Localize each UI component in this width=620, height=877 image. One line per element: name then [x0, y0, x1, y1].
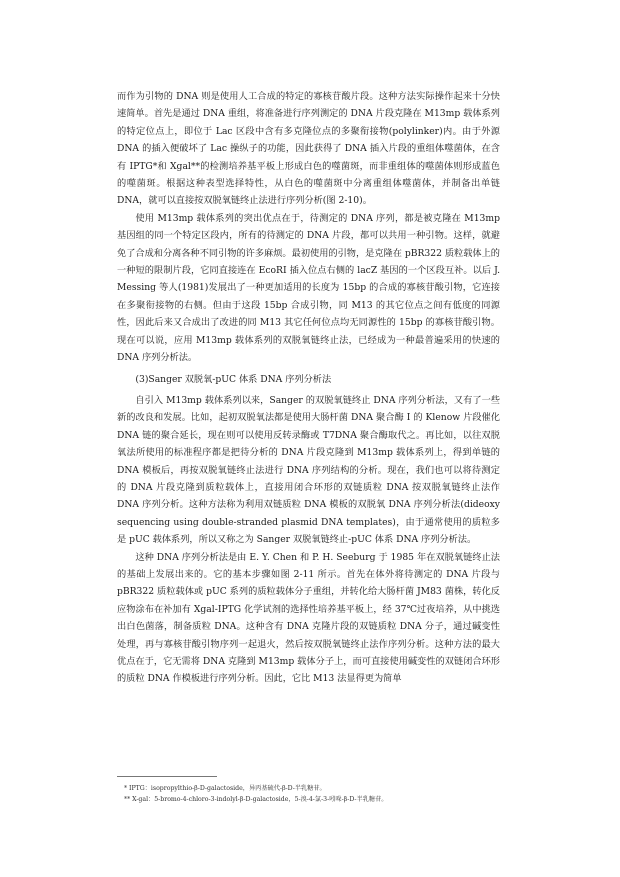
footnote-iptg: * IPTG：isopropylthio-β-D-galactoside，异丙基硫代-β-D-半乳糖苷。: [124, 785, 326, 792]
paragraph-1: 而作为引物的 DNA 则是使用人工合成的特定的寡核苷酸片段。这种方法实际操作起来十分快速简单。首先是通过 DNA 重组，将准备进行序列测定的 DNA 片段克隆在 M13mp 载体系列的特定位点上，即位于 Lac 区段中含有多克隆位点的多聚衔接物(polylinker)内。由于外源 DNA 的插入便破坏了 Lac 操纵子的功能，因此获得了 DNA 插入片段的重组体噬菌体，在含有 IPTG*和 Xgal**的检测培养基平板上形成白色的噬菌斑，而非重组体的噬菌体则形成蓝色的噬菌斑。根据这种表型选择特性，从白色的噬菌斑中分离重组体噬菌体，并制备出单链 DNA，就可以直接按双脱氧链终止法进行序列分析(图 2-10)。: [117, 91, 500, 207]
footnotes: [124, 783, 504, 805]
body-text: [117, 88, 500, 688]
footnote-divider: [117, 776, 217, 777]
section-heading: (3)Sanger 双脱氧-pUC 体系 DNA 序列分析法: [135, 373, 332, 385]
paragraph-4: 这种 DNA 序列分析法是由 E. Y. Chen 和 P. H. Seeburg 于 1985 年在双脱氧链终止法的基础上发展出来的。它的基本步骤如图 2-11 所示。首先在体外将待测定的 DNA 片段与 pBR322 质粒载体或 pUC 系列的质粒载体分子重组，并转化给大肠杆菌 JM83 菌株，转化反应物涂布在补加有 Xgal-IPTG 化学试剂的选择性培养基平板上，经 37℃过夜培养，从中挑选出白色菌落，制备质粒 DNA。这种含有 DNA 克隆片段的双链质粒 DNA 分子，通过碱变性处理，再与寡核苷酸引物序列一起退火，然后按双脱氧链终止法作序列分析。这种方法的最大优点在于，它无需将 DNA 克隆到 M13mp 载体分子上，而可直接使用碱变性的双链闭合环形的质粒 DNA 作模板进行序列分析。因此，它比 M13 法显得更为简单: [117, 551, 500, 685]
footnote-xgal: ** X-gal：5-bromo-4-chloro-3-indolyl-β-D-galactoside，5-溴-4-氯-3-吲哚-β-D-半乳糖苷。: [124, 796, 388, 803]
paragraph-3: 自引入 M13mp 载体系列以来，Sanger 的双脱氧链终止 DNA 序列分析法，又有了一些新的改良和发展。比如，起初双脱氧法都是使用大肠杆菌 DNA 聚合酶 I 的 Klenow 片段催化 DNA 链的聚合延长，现在则可以使用反转录酶或 T7DNA 聚合酶取代之。再比如，以往双脱氧法所使用的标准程序都是把待分析的 DNA 片段克隆到 M13mp 载体系列上，得到单链的 DNA 模板后，再按双脱氧链终止法进行 DNA 序列结构的分析。现在，我们也可以将待测定的 DNA 片段克隆到质粒载体上，直接用闭合环形的双链质粒 DNA 按双脱氧链终止法作 DNA 序列分析。这种方法称为利用双链质粒 DNA 模板的双脱氧 DNA 序列分析法(dideoxy sequencing using double-stranded plasmid DNA templates)，由于通常使用的质粒多是 pUC 载体系列，所以又称之为 Sanger 双脱氧链终止-pUC 体系 DNA 序列分析法。: [117, 394, 500, 546]
paragraph-2: 使用 M13mp 载体系列的突出优点在于，待测定的 DNA 序列，都是被克隆在 M13mp 基因组的同一个特定区段内，所有的待测定的 DNA 片段，都可以共用一种引物。这样，就避免了合成和分离各种不同引物的许多麻烦。最初使用的引物，是克隆在 pBR322 质粒载体上的一种短的限制片段，它同直接连在 EcoRI 插入位点右侧的 lacZ 基因的一个区段互补。以后 J. Messing 等人(1981)发展出了一种更加适用的长度为 15bp 的合成的寡核苷酸引物，它连接在多聚衔接物的右侧。但由于这段 15bp 合成引物，同 M13 的其它位点之间有低度的同源性，因此后来又合成出了改进的同 M13 其它任何位点均无同源性的 15bp 的寡核苷酸引物。现在可以说，应用 M13mp 载体系列的双脱氧链终止法，已经成为一种最普遍采用的快速的 DNA 序列分析法。: [117, 212, 500, 364]
